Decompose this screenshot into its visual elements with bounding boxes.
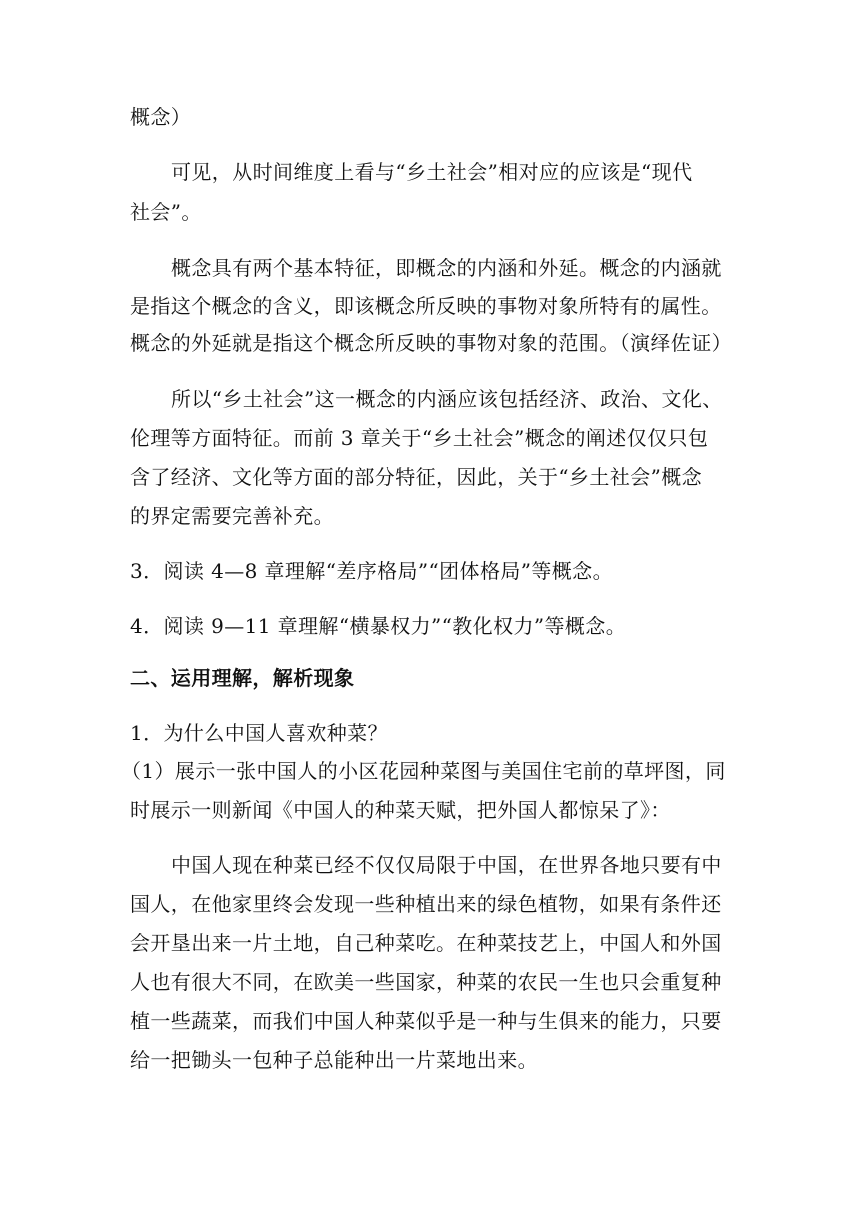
text-line: 中国人现在种菜已经不仅仅局限于中国，在世界各地只要有中 [171,853,722,877]
text-line: 会开垦出来一片土地，自己种菜吃。在种菜技艺上，中国人和外国 [130,931,722,955]
text-line: 人也有很大不同，在欧美一些国家，种菜的农民一生也只会重复种 [130,970,722,994]
text-line: 植一些蔬菜，而我们中国人种菜似乎是一种与生俱来的能力，只要 [130,1009,722,1033]
text-line: 概念的外延就是指这个概念所反映的事物对象的范围。（演绎佐证） [130,331,732,355]
text-line: 给一把锄头一包种子总能种出一片菜地出来。 [130,1048,538,1072]
text-line: 概念） [130,105,192,129]
question-title: 1．为什么中国人喜欢种菜？ [130,721,388,745]
text-line: 时展示一则新闻《中国人的种菜天赋，把外国人都惊呆了》： [130,798,671,822]
text-line: 概念具有两个基本特征，即概念的内涵和外延。概念的内涵就 [171,256,722,280]
text-line: 所以“乡土社会”这一概念的内涵应该包括经济、政治、文化、 [171,387,723,411]
text-line: 国人，在他家里终会发现一些种植出来的绿色植物，如果有条件还 [130,892,722,916]
text-line: 社会”。 [130,200,202,224]
text-line: 可见，从时间维度上看与“乡土社会”相对应的应该是“现代 [171,160,693,184]
list-item: 4．阅读 9—11 章理解“横暴权力”“教化权力”等概念。 [130,614,627,638]
section-heading: 二、运用理解，解析现象 [130,666,355,690]
text-line: 伦理等方面特征。而前 3 章关于“乡土社会”概念的阐述仅仅只包 [130,426,709,450]
text-line: （1）展示一张中国人的小区花园种菜图与美国住宅前的草坪图，同 [121,759,726,783]
text-line: 是指这个概念的含义，即该概念所反映的事物对象所特有的属性。 [130,294,722,318]
list-item: 3．阅读 4—8 章理解“差序格局”“团体格局”等概念。 [130,559,613,583]
text-line: 含了经济、文化等方面的部分特征，因此，关于“乡土社会”概念 [130,465,703,489]
text-line: 的界定需要完善补充。 [130,504,334,528]
